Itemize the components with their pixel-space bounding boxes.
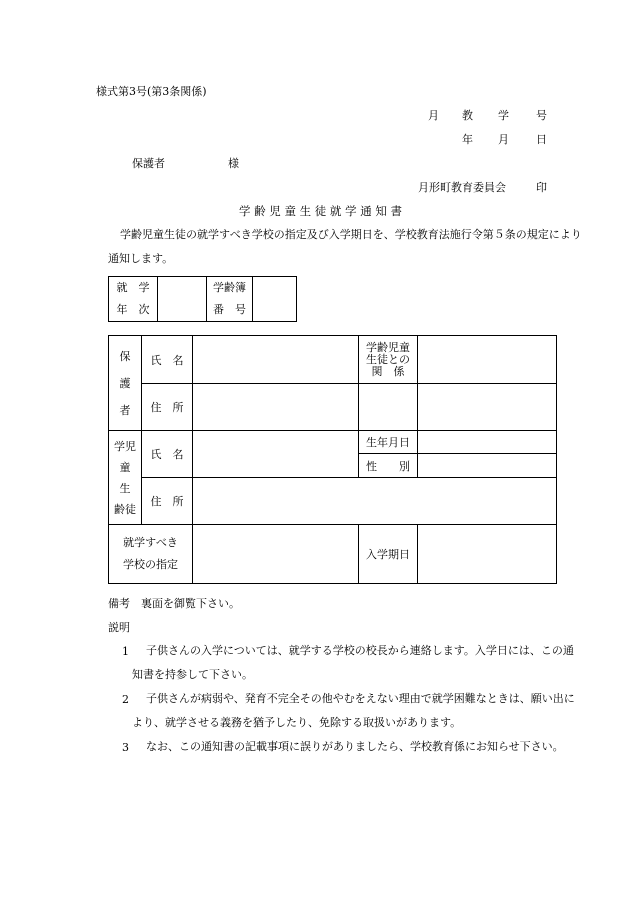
addressee-suffix: 様 xyxy=(228,157,239,170)
note-number: 2 xyxy=(122,693,129,706)
sex-value xyxy=(417,453,556,477)
main-info-table xyxy=(108,335,557,584)
relation-value xyxy=(417,336,556,383)
student-name-value xyxy=(192,430,358,477)
form-label: 様式第3号(第3条関係) xyxy=(96,85,207,98)
entry-date-label: 入学期日 xyxy=(358,524,417,583)
student-label: 学児 童 生 齢徒 xyxy=(109,430,141,524)
note-text: 子供さんが病弱や、発育不完全その他やむをえない理由で就学困難なときは、願い出により、就学させる義務を猶予したり、免除する取扱いがあります。 xyxy=(132,692,575,729)
doc-number-go: 号 xyxy=(536,109,547,122)
sex-label: 性 別 xyxy=(358,453,417,477)
note-number: 3 xyxy=(122,741,129,754)
student-address-label: 住 所 xyxy=(141,477,192,524)
grade-year-label: 就 学 年 次 xyxy=(116,281,150,316)
register-number-value xyxy=(252,277,296,321)
relation-extra-value xyxy=(417,383,556,430)
designated-school-label: 就学すべき 学校の指定 xyxy=(109,524,192,583)
guardian-address-value xyxy=(192,383,358,430)
grade-year-value xyxy=(157,277,206,321)
relation-extra-cell xyxy=(358,383,417,430)
small-info-table xyxy=(108,276,297,322)
birthdate-label: 生年月日 xyxy=(358,430,417,453)
birthdate-value xyxy=(417,430,556,453)
note-text: なお、この通知書の記載事項に誤りがありましたら、学校教育係にお知らせ下さい。 xyxy=(146,740,564,753)
explanation-title: 説明 xyxy=(108,621,130,634)
student-address-value xyxy=(192,477,556,524)
seal-mark: 印 xyxy=(536,181,547,194)
date-month: 月 xyxy=(498,133,509,146)
note-number: 1 xyxy=(122,645,129,658)
intro-paragraph: 学齢児童生徒の就学すべき学校の指定及び入学期日を、学校教育法施行令第５条の規定により通知します。 xyxy=(108,228,582,265)
relation-label: 学齢児童 生徒との 関 係 xyxy=(358,336,417,383)
note-text: 子供さんの入学については、就学する学校の校長から連絡します。入学日には、この通知書を持参して下さい。 xyxy=(132,644,574,681)
addressee: 保護者 xyxy=(132,157,165,170)
guardian-name-label: 氏 名 xyxy=(141,336,192,383)
entry-date-value xyxy=(417,524,556,583)
doc-number-gaku: 学 xyxy=(498,109,509,122)
guardian-name-value xyxy=(192,336,358,383)
doc-number-kyo: 教 xyxy=(462,109,473,122)
guardian-label: 保 護 者 xyxy=(119,349,131,418)
student-name-label: 氏 名 xyxy=(141,430,192,477)
document-title: 学 齢 児 童 生 徒 就 学 通 知 書 xyxy=(239,204,403,218)
issuer: 月形町教育委員会 xyxy=(418,181,506,194)
date-year: 年 xyxy=(462,133,473,146)
doc-number-month: 月 xyxy=(428,109,439,122)
guardian-address-label: 住 所 xyxy=(141,383,192,430)
date-day: 日 xyxy=(536,133,547,146)
register-number-label: 学齢簿 番 号 xyxy=(206,277,252,321)
remarks: 備考 裏面を御覧下さい。 xyxy=(108,597,240,610)
designated-school-value xyxy=(192,524,358,583)
